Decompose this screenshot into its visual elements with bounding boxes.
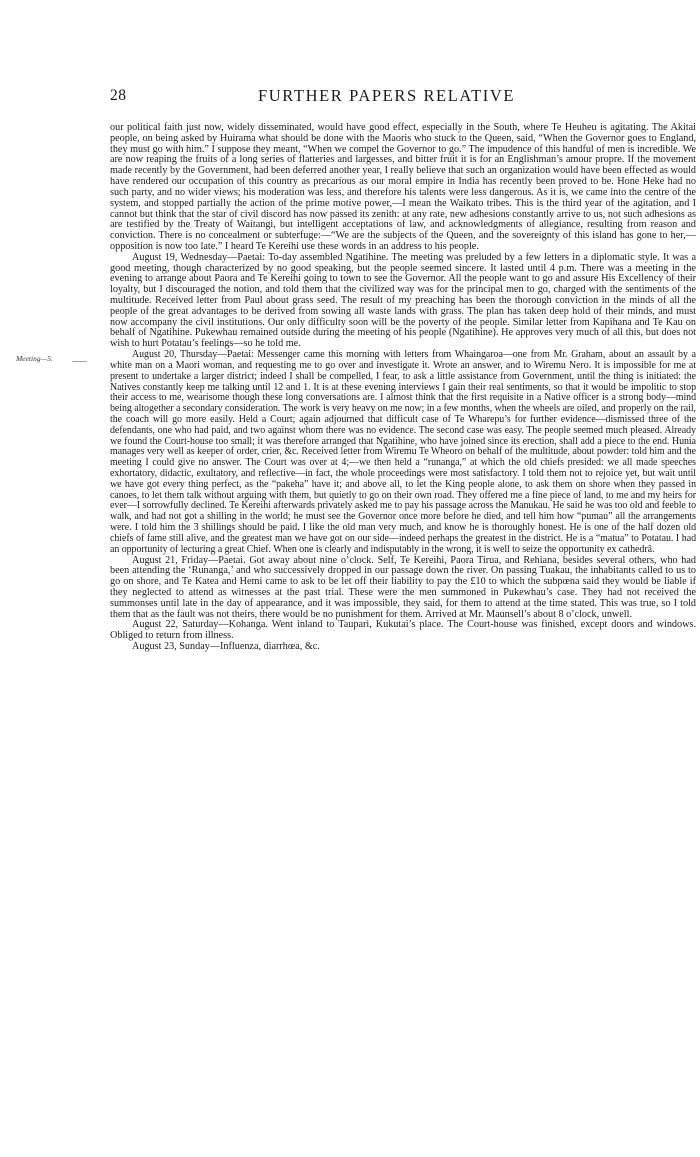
- margin-bracket-mark: ⸺: [72, 356, 87, 366]
- running-title: FURTHER PAPERS RELATIVE: [258, 86, 516, 105]
- paragraph-august-23: August 23, Sunday—Influenza, diarrhœa, &c.: [132, 641, 320, 652]
- paragraph-august-19: August 19, Wednesday—Paetai: To-day assembled Ngatihine. The meeting was preluded by a few letters in a diplomatic style. It was a good meeting, though characterized by no good speaking, but the people seemed sincere. It lasted until 4 p.m. There was a meeting in the evening to arrange about Paora and Te Kereihi going to town to see the Governor. All the people want to go and assure His Excellency of their loyalty, but I discouraged the notion, and told them that the civilized way was for the principal men to go, charged with the sentiments of the multitude. Received letter from Paul about grass seed. The result of my preaching has been the thorough conviction in the minds of all the people of the great advantages to be derived from sowing all waste lands with grass. The plan has taken deep hold of their minds, and must now accompany the civil institutions. Our only difficulty soon will be the poverty of the people. Similar letter from Kapihana and Te Kau on behalf of Ngatihine. Pukewhau remained outside during the meeting of his people (Ngatihine). He approves very much of all this, but does not wish to hurt Potatau’s feelings—so he told me.: [110, 251, 696, 350]
- paragraph-august-21: August 21, Friday—Paetai. Got away about nine o’clock. Self, Te Kereihi, Paora Tirua, and Rehiana, besides several others, who had been attending the ‘Runanga,’ and who successively dropped in our passage down the river. On passing Tuakau, the inhabitants called to us to go on shore, and Te Katea and Hemi came to ask to be let off their liability to pay the £10 to which the subpœna said they would be liable if they neglected to attend as witnesses at the past trial. These were the men summoned in Pukewhau’s case. They had not received the summonses until late in the day of appearance, and it was impossible, they said, for them to attend at the time stated. This was true, so I told them that as the fault was not theirs, there would be no punishment for them. Arrived at Mr. Maunsell’s about 8 o’clock, unwell.: [110, 554, 696, 620]
- body-text: [110, 123, 696, 653]
- paragraph-political-faith: our political faith just now, widely disseminated, would have good effect, especially in the South, where Te Heuheu is agitating. The Akitai people, on being asked by Huirama what should be done with the Maoris who stuck to the Queen, said, “When the Governor goes to England, they must go with him.” I suppose they meant, “When we compel the Governor to go.” The impudence of this handful of men is incredible. We are now reaping the fruits of a long series of flatteries and largesses, and bitter fruit it is for an Englishman’s amour propre. If the movement made recently by the Government, had been deferred another year, I really believe that such an organization would have been effected as would have rendered our occupation of this country as precarious as our moral empire in India has recently been proved to be. Hone Heke had no such party, and no wider views; his moderation was less, and therefore his talents were less dangerous. As it is, we came into the centre of the system, and stopped partially the action of the prime motive power,—I mean the Waikato tribes. This is the third year of the agitation, and I cannot but think that the star of civil discord has now passed its zenith: at any rate, new adhesions constantly arrive to us, not such adhesions as are testified by the Treaty of Waitangi, but intelligent acceptations of law, and acknowledgments of allegiance, resulting from reason and conviction. There is no concealment or subterfuge:—“We are the subjects of the Queen, and the sovereignty of this island has gone to her,—opposition is now too late.” I heard Te Kereihi use these words in an address to his people.: [110, 122, 696, 252]
- page-number: 28: [110, 87, 127, 104]
- paragraph-august-22: August 22, Saturday—Kohanga. Went inland to Taupari, Kukutai’s place. The Court-house was finished, except doors and windows. Obliged to return from illness.: [110, 619, 696, 642]
- paragraph-august-20: August 20, Thursday—Paetai: Messenger came this morning with letters from Whaingaroa—one from Mr. Graham, about an assault by a white man on a Maori woman, and requesting me to go over and investigate it. Wrote an answer, and to Wiremu Nero. It is impossible for me at present to undertake a larger district; indeed I shall be compelled, I fear, to ask a little assistance from Government, until the thing is initiated: the Natives constantly keep me talking until 12 and 1. It is at these evening interviews I gain their real sentiments, so that it would be impolitic to stop their access to me, wearisome though these long conversations are. I almost think that the first requisite in a Native officer is a strong body—mind being altogether a secondary consideration. The work is very heavy on me now; in a few months, when the wheels are oiled, and properly on the rail, the coach will go more easily. Held a Court; again adjourned that difficult case of Te Wharepu’s for further evidence—dismissed three of the defendants, one who had paid, and two against whom there was no evidence. The second case was easy. The people seemed much pleased. Already we found the Court-house too small; it was therefore arranged that Ngatihine, who have joined since its erection, shall add a piece to the end. Hunia manages very well as keeper of order, crier, &c. Received letter from Wiremu Te Wheoro on behalf of the multitude, about powder: told him and the meeting I could give no answer. The Court was over at 4;—we then held a “runanga,” at which the old chiefs presided: we all made speeches exhortatory, didactic, exultatory, and reflective—in fact, the whole proceedings were most satisfactory. I told them not to rejoice yet, but wait until we have got every thing perfect, as the “pakeha” have it; and above all, to let the King people alone, to ask them on shore when they passed in canoes, to let them talk without arguing with them, but quietly to go on their own road. They offered me a fine piece of land, to me and my heirs for ever—I sorrowfully declined. Te Kereihi afterwards privately asked me to pay his passage across the Manukau. He said he was too old and feeble to walk, and had not got a shilling in the world; he must see the Governor once more before he died, and tell him how “pumau” all the arrangements were. I told him the 3 shillings should be paid. I like the old man very much, and know he is thoroughly honest. He is one of the half dozen old chiefs of fame still alive, and the greatest man we have got on our side—indeed perhaps the greatest in the district. He is a “matua” to Potatau. I had an opportunity of lecturing a great Chief. When one is clearly and indisputably in the wrong, it is well to seize the opportunity ex cathedrâ.: [110, 349, 696, 555]
- margin-note: Meeting—5.: [16, 354, 53, 363]
